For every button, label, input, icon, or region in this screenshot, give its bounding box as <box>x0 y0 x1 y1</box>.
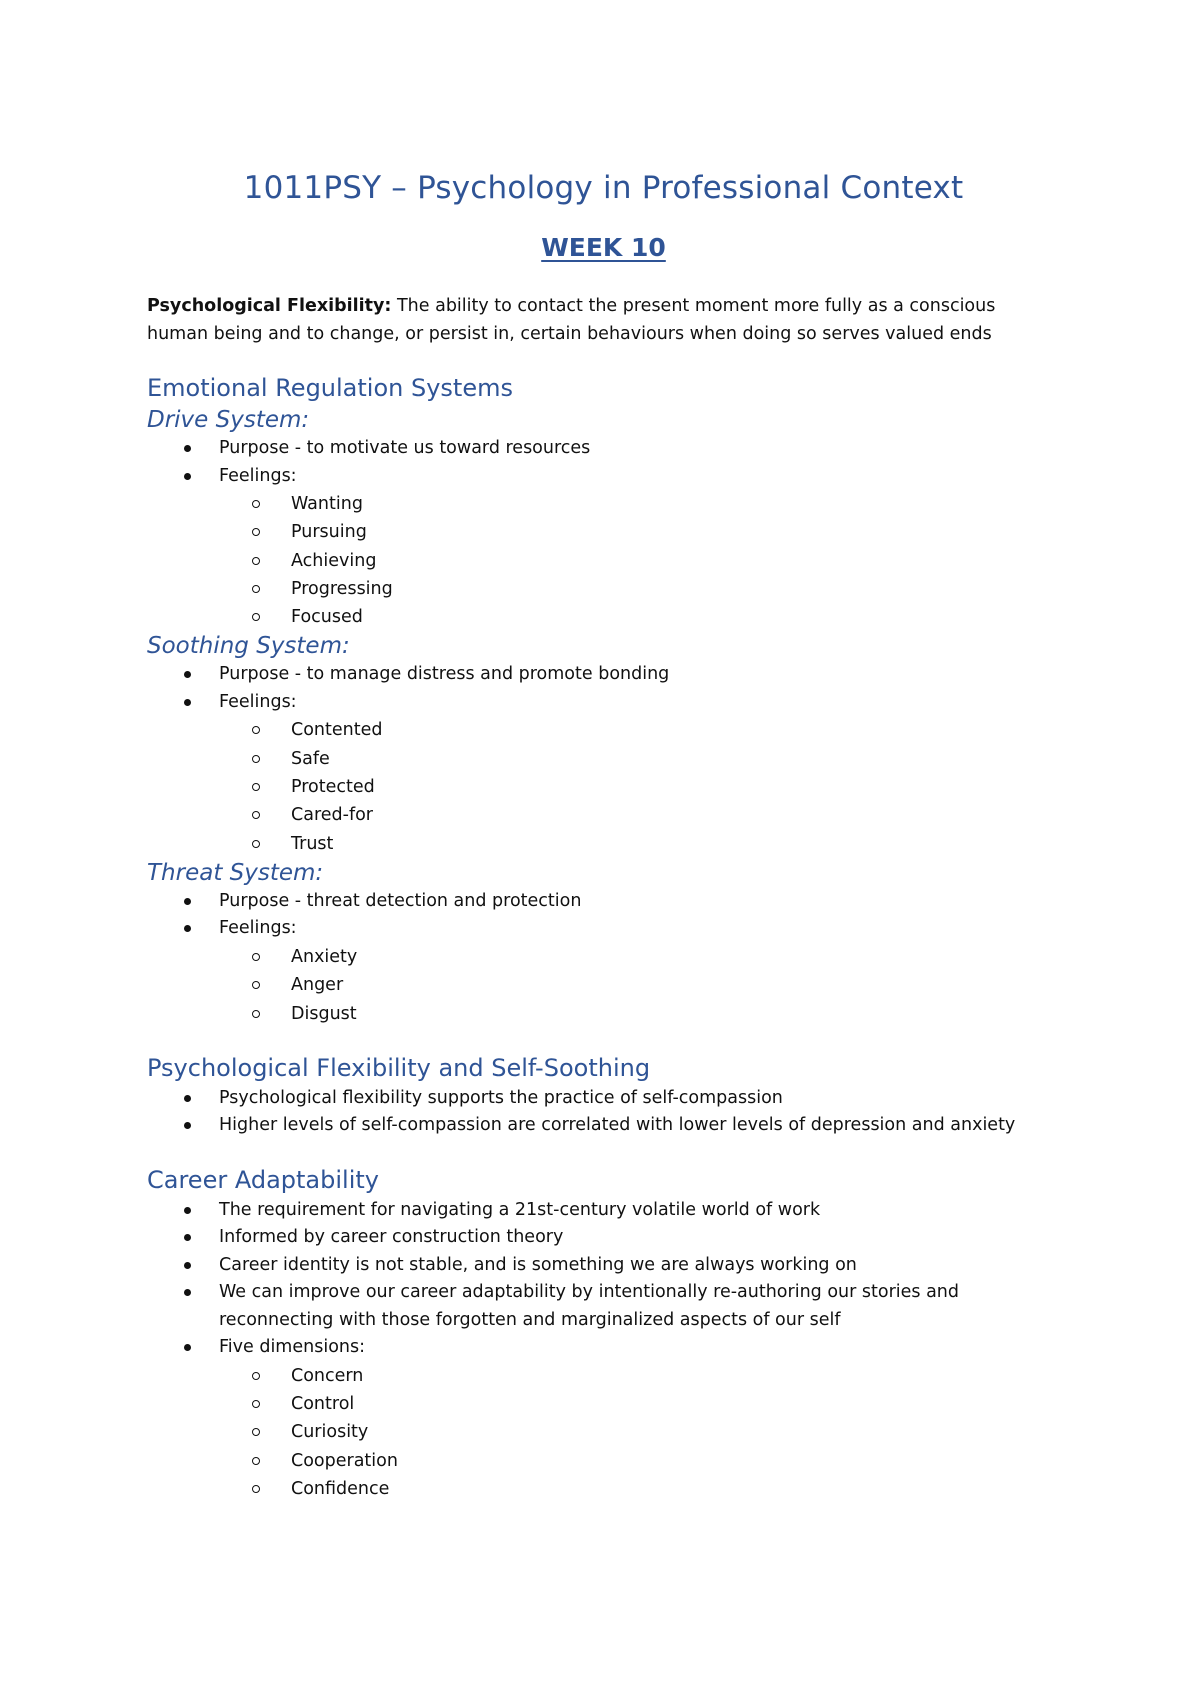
list-item: Career identity is not stable, and is something we are always working on <box>147 1252 1060 1280</box>
flexibility-list <box>147 1085 1060 1140</box>
list-item: Higher levels of self-compassion are correlated with lower levels of depression and anxiety <box>147 1112 1060 1140</box>
list-item: Psychological flexibility supports the practice of self-compassion <box>147 1085 1060 1113</box>
threat-feelings-list <box>219 943 1060 1028</box>
definition-paragraph <box>147 292 1060 348</box>
feelings-label: Feelings: <box>219 918 297 939</box>
list-item: Safe <box>219 745 1060 773</box>
feelings-label: Feelings: <box>219 465 297 486</box>
document-title: 1011PSY – Psychology in Professional Context <box>243 170 964 206</box>
list-item: We can improve our career adaptability by intentionally re-authoring our stories and reconnecting with those forgotten and marginalized aspects of our self <box>147 1279 1060 1334</box>
list-item: Protected <box>219 773 1060 801</box>
list-item: Purpose - to motivate us toward resources <box>147 435 1060 463</box>
list-item <box>147 1334 1060 1503</box>
list-item: Achieving <box>219 547 1060 575</box>
list-item: Disgust <box>219 1000 1060 1028</box>
career-adaptability-heading: Career Adaptability <box>147 1165 379 1194</box>
dimensions-label: Five dimensions: <box>219 1337 366 1358</box>
soothing-feelings-list <box>219 716 1060 857</box>
dimensions-list <box>219 1362 1060 1503</box>
list-item: Anxiety <box>219 943 1060 971</box>
list-item: Cooperation <box>219 1447 1060 1475</box>
drive-system-list <box>147 435 1060 631</box>
list-item <box>147 463 1060 632</box>
list-item: Trust <box>219 830 1060 858</box>
threat-system-list <box>147 888 1060 1028</box>
list-item: Curiosity <box>219 1418 1060 1446</box>
week-heading: WEEK 10 <box>541 233 666 262</box>
list-item: Concern <box>219 1362 1060 1390</box>
list-item: Contented <box>219 716 1060 744</box>
list-item <box>147 915 1060 1027</box>
list-item: Purpose - to manage distress and promote bonding <box>147 661 1060 689</box>
list-item: Confidence <box>219 1475 1060 1503</box>
drive-system-heading: Drive System: <box>147 407 310 433</box>
threat-system-heading: Threat System: <box>147 859 324 886</box>
drive-feelings-list <box>219 490 1060 631</box>
soothing-system-heading: Soothing System: <box>147 633 350 660</box>
list-item: Cared-for <box>219 801 1060 829</box>
list-item: Progressing <box>219 575 1060 603</box>
flexibility-heading: Psychological Flexibility and Self-Soothing <box>147 1053 651 1082</box>
list-item: The requirement for navigating a 21st-century volatile world of work <box>147 1197 1060 1225</box>
list-item: Pursuing <box>219 518 1060 546</box>
definition-term: Psychological Flexibility: <box>147 296 392 316</box>
list-item: Wanting <box>219 490 1060 518</box>
list-item: Control <box>219 1390 1060 1418</box>
definition-text: The ability to contact the present moment more fully as a conscious human being and to change, or persist in, certain behaviours when doing so serves valued ends <box>147 296 996 344</box>
career-list <box>147 1197 1060 1503</box>
emotional-regulation-heading: Emotional Regulation Systems <box>147 374 513 402</box>
list-item <box>147 689 1060 858</box>
list-item: Purpose - threat detection and protection <box>147 888 1060 916</box>
list-item: Anger <box>219 971 1060 999</box>
soothing-system-list <box>147 661 1060 857</box>
feelings-label: Feelings: <box>219 691 297 712</box>
list-item: Focused <box>219 603 1060 631</box>
list-item: Informed by career construction theory <box>147 1224 1060 1252</box>
